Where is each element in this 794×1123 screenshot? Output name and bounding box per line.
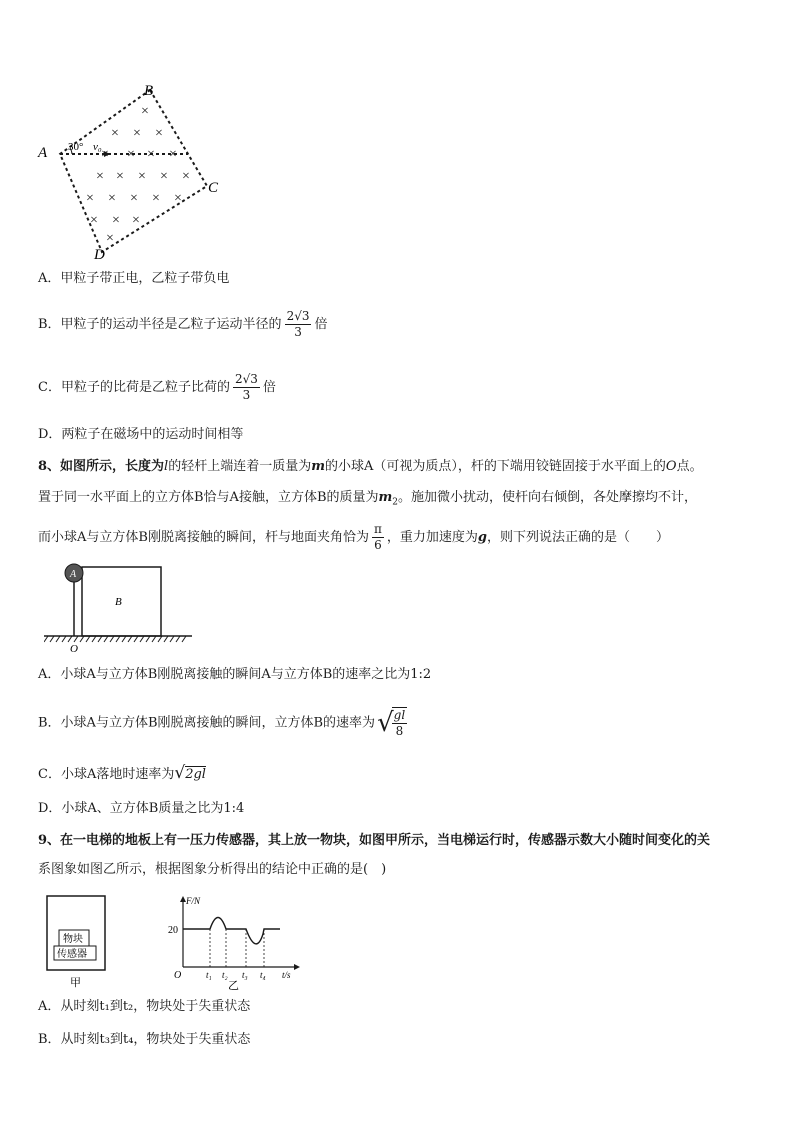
svg-text:A: A — [70, 569, 77, 580]
svg-text:×: × — [108, 191, 116, 206]
svg-text:t₄: t₄ — [260, 970, 266, 980]
svg-text:×: × — [147, 147, 155, 162]
svg-text:t₂: t₂ — [222, 970, 228, 980]
svg-text:×: × — [132, 213, 140, 228]
q8-stem-line3: 而小球A与立方体B刚脱离接触的瞬间，杆与地面夹角恰为 $\frac{\pi}{6}$ ，重力加速度为g，则下列说法正确的是（ ） — [38, 522, 669, 552]
svg-text:×: × — [174, 191, 182, 206]
q8-stem-line1: 8、如图所示，长度为l的轻杆上端连着一质量为m的小球A（可视为质点），杆的下端用铰链固接于水平面上的O点。 — [38, 459, 703, 474]
q7-option-a: A．甲粒子带正电，乙粒子带负电 — [38, 271, 230, 286]
svg-text:×: × — [116, 169, 124, 184]
label-d: D — [94, 247, 105, 263]
svg-text:×: × — [106, 231, 114, 246]
force-curve — [183, 918, 280, 944]
svg-text:×: × — [112, 213, 120, 228]
q7-option-c: C．甲粒子的比荷是乙粒子比荷的 $\frac{2√3}{3}$ 倍 — [38, 372, 276, 402]
q8-option-a: A．小球A与立方体B刚脱离接触的瞬间A与立方体B的速率之比为1:2 — [38, 667, 432, 682]
angle-label: 30° — [68, 141, 84, 153]
svg-text:×: × — [133, 126, 141, 141]
svg-text:×: × — [130, 191, 138, 206]
q9-stem-line1: 9、在一电梯的地板上有一压力传感器，其上放一物块，如图甲所示，当电梯运行时，传感器示数大小随时间变化的关 — [38, 833, 711, 848]
svg-text:×: × — [152, 191, 160, 206]
svg-text:×: × — [160, 169, 168, 184]
svg-text:×: × — [96, 169, 104, 184]
svg-text:×: × — [86, 191, 94, 206]
svg-text:B: B — [115, 596, 122, 608]
svg-text:×: × — [111, 126, 119, 141]
svg-text:×: × — [90, 213, 98, 228]
q9-option-b: B．从时刻t₃到t₄，物块处于失重状态 — [38, 1032, 251, 1047]
q9-elevator-figure — [44, 892, 110, 990]
label-b: B — [144, 83, 154, 99]
svg-text:20: 20 — [168, 925, 178, 936]
velocity-label: v₀ — [93, 141, 102, 153]
svg-text:×: × — [138, 169, 146, 184]
svg-text:t₃: t₃ — [242, 970, 248, 980]
q7-option-d: D．两粒子在磁场中的运动时间相等 — [38, 427, 244, 442]
q9-option-a: A．从时刻t₁到t₂，物块处于失重状态 — [38, 999, 251, 1014]
svg-text:t₁: t₁ — [206, 970, 212, 980]
q9-force-time-graph — [166, 894, 306, 990]
svg-text:×: × — [127, 147, 135, 162]
svg-text:O: O — [70, 643, 78, 655]
svg-text:F/N: F/N — [186, 896, 201, 906]
q8-stem-line2: 置于同一水平面上的立方体B恰与A接触，立方体B的质量为$m_2$。施加微小扰动，使杆向右倾倒，各处摩擦均不计， — [38, 490, 698, 508]
q8-option-c: C．小球A落地时速率为√2gl — [38, 763, 206, 783]
q8-option-d: D．小球A、立方体B质量之比为1:4 — [38, 801, 245, 816]
svg-text:物块: 物块 — [63, 934, 83, 945]
q8-rod-cube-figure — [44, 560, 194, 655]
svg-text:t/s: t/s — [282, 970, 291, 980]
svg-text:×: × — [182, 169, 190, 184]
fraction: $\frac{2√3}{3}$ — [286, 309, 310, 339]
fraction: $\frac{\pi}{6}$ — [373, 522, 382, 552]
q8-option-b: B．小球A与立方体B刚脱离接触的瞬间，立方体B的速率为√ $\frac{gl}{8}$ — [38, 707, 410, 739]
svg-text:×: × — [169, 147, 177, 162]
svg-text:甲: 甲 — [70, 977, 81, 989]
q9-stem-line2: 系图象如图乙所示，根据图象分析得出的结论中正确的是( ) — [38, 862, 387, 877]
svg-text:乙: 乙 — [228, 980, 239, 990]
fraction: $\frac{2√3}{3}$ — [234, 372, 258, 402]
svg-text:传感器: 传感器 — [57, 949, 87, 960]
sqrt-expression: √ $\frac{gl}{8}$ — [377, 708, 406, 738]
q7-option-b: B．甲粒子的运动半径是乙粒子运动半径的 $\frac{2√3}{3}$ 倍 — [38, 309, 328, 339]
svg-text:×: × — [155, 126, 163, 141]
svg-text:×: × — [141, 104, 149, 119]
label-a: A — [38, 145, 48, 161]
svg-text:O: O — [174, 970, 182, 981]
q7-magnetic-field-figure — [30, 78, 230, 263]
label-c: C — [208, 180, 219, 196]
svg-text:×: × — [101, 147, 109, 162]
